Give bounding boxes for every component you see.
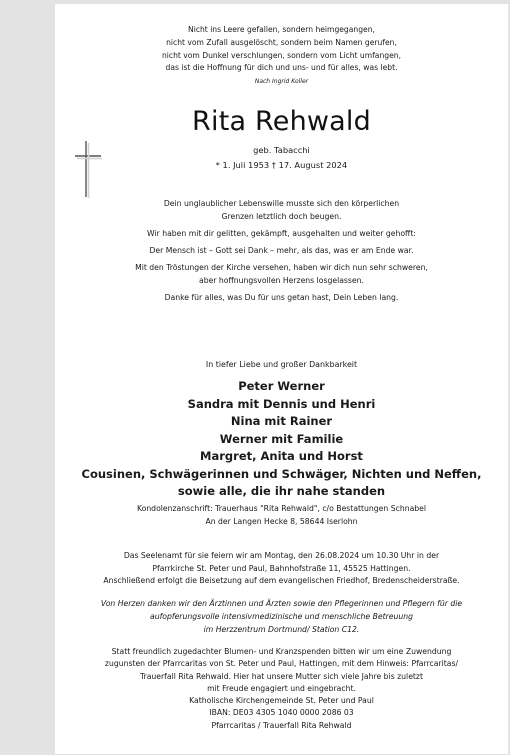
funeral-line: Das Seelenamt für sie feiern wir am Montag, den 26.08.2024 um 10.30 Uhr in der: [123, 551, 440, 560]
donation-info: [55, 646, 508, 732]
mourner-entry: Cousinen, Schwägerinnen und Schwäger, Nichten und Neffen,: [81, 466, 482, 481]
donation-line: zugunsten der Pfarrcaritas von St. Peter und Paul, Hattingen, mit dem Hinweis: Pfarrcaritas/: [104, 659, 459, 669]
mourner-entry: Peter Werner: [238, 379, 325, 393]
funeral-info: [55, 550, 508, 588]
mourner-entry: sowie alle, die ihr nahe standen: [177, 484, 386, 498]
donation-line: Trauerfall Rita Rehwald. Hier hat unsere Mutter sich viele Jahre bis zuletzt: [139, 671, 423, 681]
mourner-entry: Werner mit Familie: [219, 431, 344, 446]
mourner-entry: Nina mit Rainer: [230, 414, 333, 428]
tribute-line: Wir haben mit dir gelitten, gekämpft, ausgehalten und weiter gehofft:: [147, 229, 416, 238]
deceased-name: Rita Rehwald: [192, 106, 371, 137]
poem-line: nicht vom Zufall ausgelöscht, sondern beim Namen gerufen,: [166, 37, 397, 47]
thanks-line: Von Herzen danken wir den Ärztinnen und Ärzten sowie den Pflegerinnen und Pflegern für die: [100, 599, 463, 608]
poem-author: Nach Ingrid Koller: [254, 78, 309, 85]
donation-line: Pfarrcaritas / Trauerfall Rita Rehwald: [211, 720, 352, 730]
condolence-address: [55, 502, 508, 528]
birth-name: geb. Tabacchi: [253, 145, 310, 155]
poem-line: Nicht ins Leere gefallen, sondern heimgegangen,: [188, 25, 375, 34]
condolence-line: An der Langen Hecke 8, 58644 Iserlohn: [205, 517, 358, 526]
donation-line: Katholische Kirchengemeinde St. Peter und Paul: [189, 696, 374, 706]
poem-line: das ist die Hoffnung für dich und uns- und für alles, was lebt.: [165, 63, 398, 73]
tribute-line: Mit den Tröstungen der Kirche versehen, haben wir dich nun sehr schweren,: [135, 263, 428, 272]
thanks-line: aufopferungsvolle intensivmedizinische und menschliche Betreuung: [149, 611, 413, 621]
mourners-list: [55, 378, 508, 501]
funeral-line: Anschließend erfolgt die Beisetzung auf dem evangelischen Friedhof, Bredenscheiderstraße.: [103, 576, 460, 585]
poem: [55, 24, 508, 75]
donation-line: mit Freude engagiert und eingebracht.: [207, 683, 356, 693]
tribute-line: Dein unglaublicher Lebenswille musste sich den körperlichen: [163, 199, 400, 208]
tribute-line: Grenzen letztlich doch beugen.: [221, 212, 342, 221]
tribute-line: Danke für alles, was Du für uns getan hast, Dein Leben lang.: [164, 293, 399, 302]
mourner-entry: Sandra mit Dennis und Henri: [187, 396, 376, 411]
life-dates: * 1. Juli 1953 † 17. August 2024: [215, 160, 348, 170]
tribute-line: aber hoffnungsvollen Herzens losgelassen.: [199, 276, 364, 285]
obituary-page: [55, 4, 508, 754]
iban: IBAN: DE03 4305 1040 0000 2086 03: [209, 708, 354, 718]
tribute-line: Der Mensch ist – Gott sei Dank – mehr, als das, was er am Ende war.: [149, 246, 414, 255]
tribute-text: [55, 197, 508, 304]
thanks-line: im Herzzentrum Dortmund/ Station C12.: [203, 624, 360, 634]
thanks-note: [55, 598, 508, 636]
donation-line: Statt freundlich zugedachter Blumen- und Kranzspenden bitten wir um eine Zuwendung: [111, 647, 452, 656]
funeral-line: Pfarrkirche St. Peter und Paul, Bahnhofstraße 11, 45525 Hattingen.: [152, 563, 411, 573]
poem-line: nicht vom Dunkel verschlungen, sondern vom Licht umfangen,: [161, 50, 401, 60]
mourner-entry: Margret, Anita und Horst: [200, 449, 363, 463]
condolence-line: Kondolenzanschrift: Trauerhaus "Rita Rehwald", c/o Bestattungen Schnabel: [136, 504, 427, 513]
mourners-intro: In tiefer Liebe und großer Dankbarkeit: [205, 360, 358, 369]
